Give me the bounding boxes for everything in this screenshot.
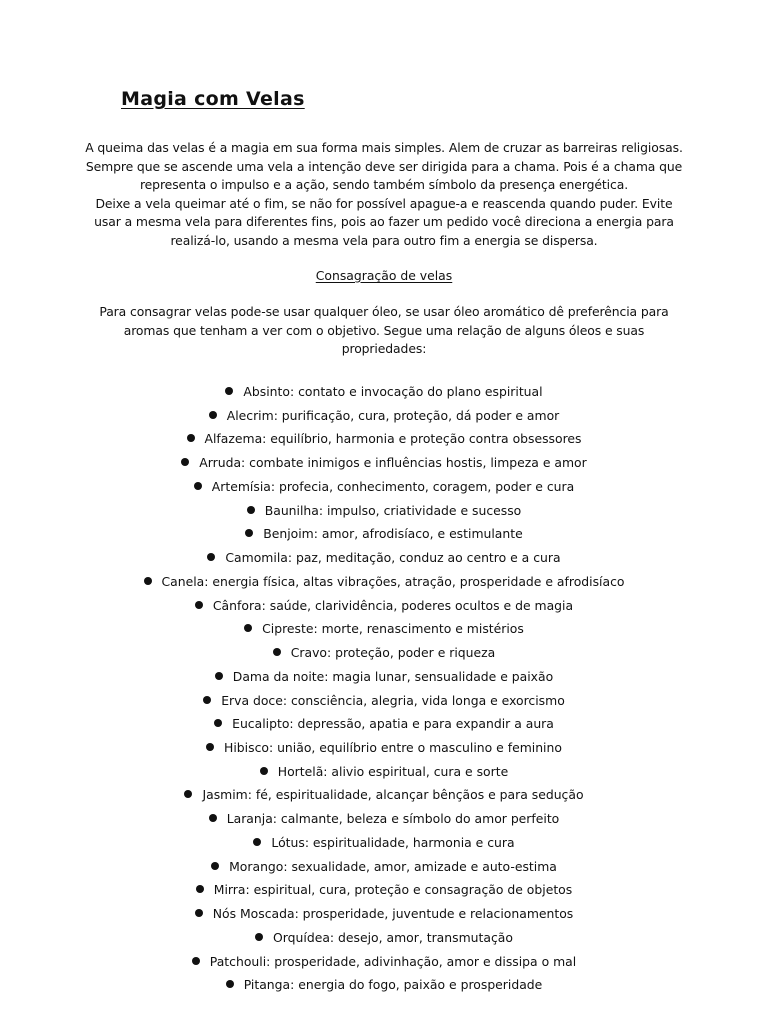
list-item [60,692,708,716]
list-item-text: Patchouli: prosperidade, adivinhação, amor e dissipa o mal [209,953,577,969]
list-item [60,739,708,763]
bullet-icon [207,553,215,561]
list-item-text: Arruda: combate inimigos e influências hostis, limpeza e amor [199,455,587,471]
bullet-icon [195,909,203,917]
intro-paragraph [60,139,708,251]
list-item [60,454,708,478]
bullet-icon [209,814,217,822]
list-item [60,525,708,549]
list-item [60,668,708,692]
list-item-text: Cipreste: morte, renascimento e mistérios [262,621,524,637]
list-item [60,620,708,644]
section-heading: Consagração de velas [315,268,453,283]
intro-line: usar a mesma vela para diferentes fins, pois ao fazer um pedido você direciona a energia para [94,214,674,230]
list-item-text: Laranja: calmante, beleza e símbolo do amor perfeito [226,811,560,827]
list-item-text: Cânfora: saúde, clarividência, poderes ocultos e de magia [212,597,574,613]
bullet-icon [192,957,200,965]
bullet-icon [247,506,255,514]
list-item-text: Baunilha: impulso, criatividade e sucesso [264,502,522,518]
list-item-text: Dama da noite: magia lunar, sensualidade e paixão [232,668,554,684]
list-item-text: Jasmim: fé, espiritualidade, alcançar bênçãos e para sedução [202,787,584,803]
page-title: Magia com Velas [121,88,305,110]
bullet-icon [253,838,261,846]
bullet-icon [181,458,189,466]
bullet-icon [255,933,263,941]
list-item [60,834,708,858]
list-item-text: Alfazema: equilíbrio, harmonia e proteção contra obsessores [204,431,582,447]
bullet-icon [194,482,202,490]
list-item [60,810,708,834]
list-item-text: Morango: sexualidade, amor, amizade e auto-estima [229,858,557,874]
list-item [60,953,708,977]
list-item [60,407,708,431]
bullet-icon [244,624,252,632]
bullet-icon [214,719,222,727]
bullet-icon [211,862,219,870]
bullet-icon [226,980,234,988]
list-item [60,858,708,882]
bullet-icon [203,696,211,704]
list-item [60,881,708,905]
consecration-line: Para consagrar velas pode-se usar qualquer óleo, se usar óleo aromático dê preferência para [99,304,669,319]
intro-line: Sempre que se ascende uma vela a intenção deve ser dirigida para a chama. Pois é a chama que [85,158,683,174]
bullet-icon [260,767,268,775]
list-item [60,786,708,810]
intro-line: representa o impulso e a ação, sendo também símbolo da presença energética. [139,177,629,193]
bullet-icon [225,387,233,395]
consecration-paragraph [60,303,708,359]
list-item-text: Eucalipto: depressão, apatia e para expandir a aura [232,716,554,732]
bullet-icon [206,743,214,751]
list-item-text: Alecrim: purificação, cura, proteção, dá poder e amor [226,407,560,423]
list-item-text: Orquídea: desejo, amor, transmutação [273,929,513,945]
intro-line: Deixe a vela queimar até o fim, se não for possível apague-a e reascenda quando puder. Evite [95,195,673,211]
bullet-icon [184,790,192,798]
list-item [60,644,708,668]
bullet-icon [195,601,203,609]
list-item [60,430,708,454]
list-item [60,976,708,1000]
intro-line: A queima das velas é a magia em sua forma mais simples. Alem de cruzar as barreiras religiosas. [85,140,683,155]
bullet-icon [144,577,152,585]
list-item [60,502,708,526]
list-item [60,763,708,787]
list-item-text: Canela: energia física, altas vibrações, atração, prosperidade e afrodisíaco [161,573,625,589]
list-item-text: Nós Moscada: prosperidade, juventude e relacionamentos [212,906,574,922]
bullet-icon [245,529,253,537]
list-item [60,549,708,573]
oil-list [60,383,708,1000]
list-item-text: Artemísia: profecia, conhecimento, coragem, poder e cura [211,478,575,494]
list-item [60,715,708,739]
list-item-text: Mirra: espiritual, cura, proteção e consagração de objetos [213,882,573,898]
list-item [60,905,708,929]
list-item [60,383,708,407]
list-item-text: Benjoim: amor, afrodisíaco, e estimulante [263,526,523,542]
list-item-text: Cravo: proteção, poder e riqueza [290,645,496,661]
list-item-text: Erva doce: consciência, alegria, vida longa e exorcismo [221,692,565,708]
bullet-icon [273,648,281,656]
consecration-line: propriedades: [341,341,427,357]
list-item-text: Lótus: espiritualidade, harmonia e cura [271,834,515,850]
list-item [60,573,708,597]
list-item-text: Pitanga: energia do fogo, paixão e prosperidade [243,977,543,993]
list-item [60,478,708,502]
list-item [60,597,708,621]
bullet-icon [187,434,195,442]
list-item-text: Hortelã: alivio espiritual, cura e sorte [277,763,509,779]
list-item-text: Camomila: paz, meditação, conduz ao centro e a cura [225,550,561,566]
consecration-line: aromas que tenham a ver com o objetivo. Segue uma relação de alguns óleos e suas [123,322,645,338]
intro-line: realizá-lo, usando a mesma vela para outro fim a energia se dispersa. [170,232,598,248]
list-item [60,929,708,953]
list-item-text: Hibisco: união, equilíbrio entre o masculino e feminino [224,740,562,756]
bullet-icon [196,885,204,893]
bullet-icon [215,672,223,680]
list-item-text: Absinto: contato e invocação do plano espiritual [243,384,543,399]
bullet-icon [209,411,217,419]
